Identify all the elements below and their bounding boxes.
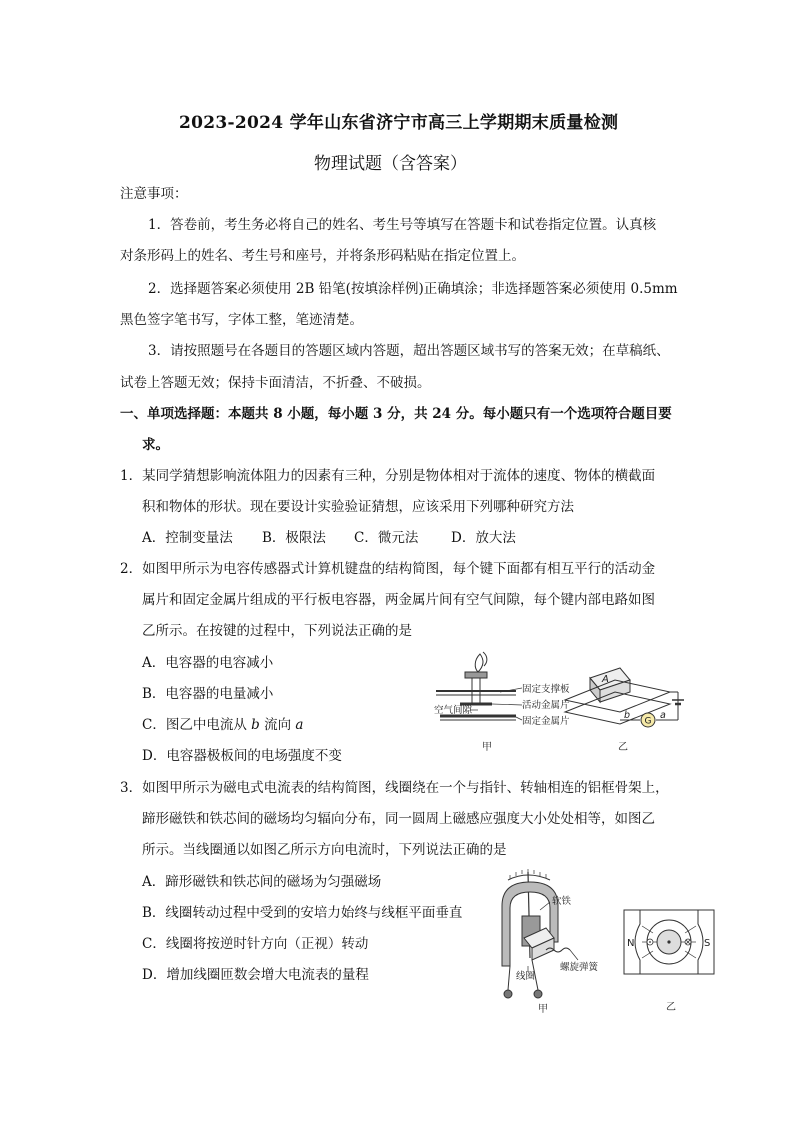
- q1-stem-line-1: 1．某同学猜想影响流体阻力的因素有三种，分别是物体相对于流体的速度、物体的横截面: [120, 468, 656, 484]
- note-3-line-1: 3．请按照题号在各题目的答题区域内答题，超出答题区域书写的答案无效；在草稿纸、: [148, 343, 670, 359]
- label-fixed-plate: 固定金属片: [522, 716, 570, 727]
- q2-option-c-a: a: [295, 717, 304, 733]
- section-heading-line-1: 一、单项选择题：本题共 8 小题，每小题 3 分，共 24 分。每小题只有一个选项符合题目要: [120, 406, 672, 422]
- meter-label-g: G: [644, 716, 652, 727]
- q3-option-d: D．增加线圈匝数会增大电流表的量程: [142, 967, 369, 983]
- q3-option-b: B．线圈转动过程中受到的安培力始终与线框平面垂直: [142, 905, 463, 921]
- q3-stem-line-1: 3．如图甲所示为磁电式电流表的结构简图，线圈绕在一个与指针、转轴相连的铝框骨架上，: [120, 780, 669, 796]
- label-spiral-spring: 螺旋弹簧: [560, 962, 599, 973]
- note-2-line-1: 2．选择题答案必须使用 2B 铅笔(按填涂样例)正确填涂；非选择题答案必须使用 0.5mm: [148, 281, 678, 297]
- q3-stem-line-2: 蹄形磁铁和铁芯间的磁场均匀辐向分布，同一圆周上磁感应强度大小处处相等，如图乙: [142, 811, 655, 827]
- section-heading-line-2: 求。: [142, 437, 169, 453]
- q2-stem-line-2: 属片和固定金属片组成的平行板电容器，两金属片间有空气间隙，每个键内部电路如图: [142, 592, 655, 608]
- q2-option-c-prefix: C．图乙中电流从: [142, 717, 252, 733]
- page-subtitle: 物理试题（含答案）: [314, 154, 467, 174]
- caption-yi: 乙: [618, 742, 628, 753]
- caption-jia: 甲: [538, 1004, 548, 1015]
- label-moving-plate: 活动金属片: [522, 700, 570, 711]
- q3-stem-line-3: 所示。当线圈通以如图乙所示方向电流时，下列说法正确的是: [142, 842, 507, 858]
- q2-figure-yi: [560, 650, 690, 760]
- pole-s: S: [704, 938, 711, 949]
- q2-option-d: D．电容器极板间的电场强度不变: [142, 748, 342, 764]
- label-coil: 线圈: [516, 971, 536, 982]
- caption-jia: 甲: [482, 742, 492, 753]
- q1-option-b: B．极限法: [262, 530, 326, 546]
- q2-option-b: B．电容器的电量减小: [142, 686, 274, 702]
- finger-icon: [475, 654, 483, 672]
- q2-figure-jia: [430, 650, 570, 760]
- note-2-line-2: 黑色签字笔书写，字体工整，笔迹清楚。: [120, 312, 363, 328]
- q1-option-a: A．控制变量法: [142, 530, 233, 546]
- q2-stem-line-3: 乙所示。在按键的过程中，下列说法正确的是: [142, 623, 412, 639]
- q2-option-a: A．电容器的电容减小: [142, 655, 274, 671]
- q2-option-c-b: b: [251, 717, 260, 733]
- q3-figure-yi: [620, 906, 720, 1014]
- q1-stem-line-2: 积和物体的形状。现在要设计实验验证猜想，应该采用下列哪种研究方法: [142, 499, 574, 515]
- q3-figure-jia: [488, 866, 610, 1014]
- q2-option-c: [142, 719, 303, 733]
- caption-yi: 乙: [666, 1002, 676, 1013]
- q1-option-c: C．微元法: [354, 530, 419, 546]
- note-3-line-2: 试卷上答题无效；保持卡面清洁，不折叠、不破损。: [120, 375, 431, 391]
- pole-n: N: [627, 938, 635, 949]
- q3-option-c: C．线圈将按逆时针方向（正视）转动: [142, 936, 369, 952]
- q2-option-c-mid: 流向: [259, 717, 296, 733]
- point-label-a: a: [660, 710, 666, 721]
- note-1-line-1: 1．答卷前，考生务必将自己的姓名、考生号等填写在答题卡和试卷指定位置。认真核: [148, 217, 657, 233]
- q2-stem-line-1: 2．如图甲所示为电容传感器式计算机键盘的结构简图，每个键下面都有相互平行的活动金: [120, 561, 656, 577]
- q1-option-d: D．放大法: [451, 530, 516, 546]
- key-label-a: A: [602, 674, 609, 685]
- label-support-plate: 固定支撑板: [522, 684, 570, 695]
- q3-option-a: A．蹄形磁铁和铁芯间的磁场为匀强磁场: [142, 874, 382, 890]
- note-1-line-2: 对条形码上的姓名、考生号和座号，并将条形码粘贴在指定位置上。: [120, 248, 525, 264]
- label-air-gap: 空气间隙: [434, 705, 473, 716]
- notes-heading: 注意事项：: [120, 186, 188, 202]
- page-title: 2023-2024 学年山东省济宁市高三上学期期末质量检测: [179, 113, 619, 133]
- label-soft-iron: 软铁: [552, 896, 572, 907]
- point-label-b: b: [624, 710, 631, 721]
